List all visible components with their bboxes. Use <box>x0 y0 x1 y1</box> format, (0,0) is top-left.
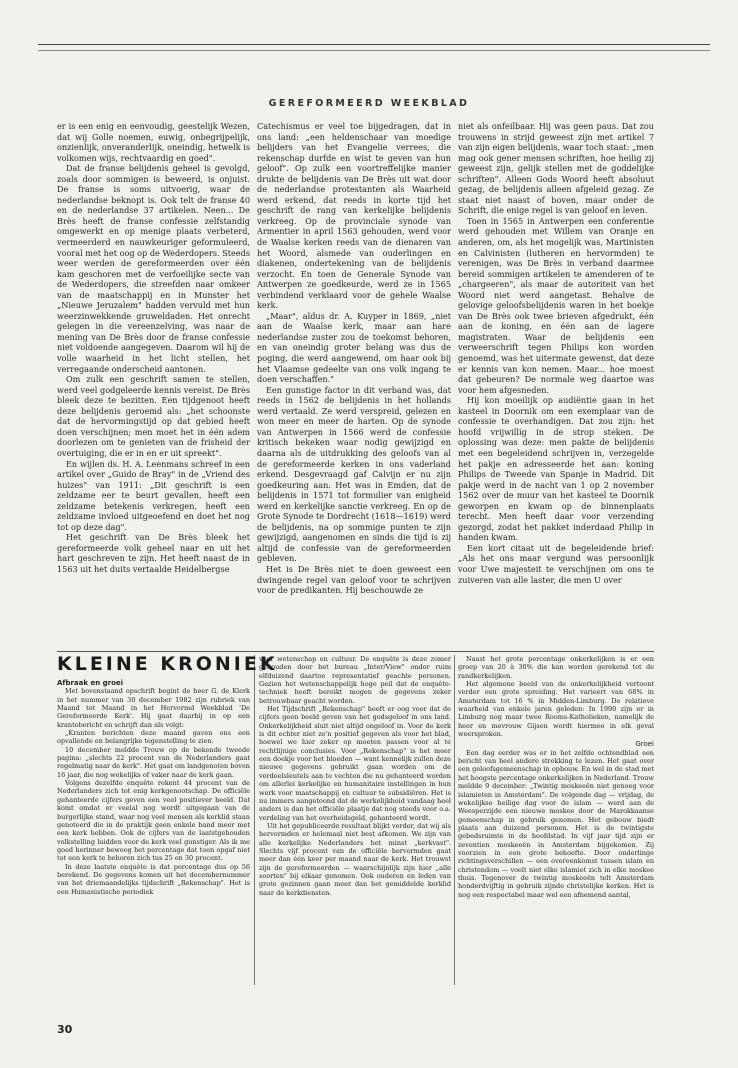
paragraph: Toen in 1565 in Antwerpen een conferentie werd gehouden met Willem van Oranje en anderen, om, als het mogelijk was, Martinisten en Calvinisten (lutheren en hervormden) te verenigen, was De Brès in verband daarmee bereid sommigen artikelen te amenderen of te „chargeeren", als maar de autoriteit van het Woord niet werd aangetast. Behalve de gelovige geloofsbelijdenis waren in het boekje van De Brès ook twee brieven afgedrukt, één aan de koning, en één aan de lagere magistraten. Waar de belijdenis een verweerschrift tegen Philips kon worden genoemd, was het uitermate gewenst, dat deze er kennis van kon nemen. Maar... hoe moest dat gebeuren? De normale weg daartoe was voor hem afgesneden. <box>458 215 654 395</box>
paragraph: Naast het grote percentage onkerkelijken is er een groep van 20 à 30% die kan worden gerekend tot de randkerkelijken. <box>458 655 654 680</box>
masthead: GEREFORMEERD WEEKBLAD <box>268 98 470 109</box>
article-column-3 <box>458 121 654 645</box>
paragraph: Catechismus er veel toe bijgedragen, dat in ons land: „een heldenschaar van moedige belijders van het Evangelie verrees, die rekenschap durfde en wist te geven van hun geloof". Op zulk een voortreffelijke manier drukte de belijdenis van De Brès uit wat door de nederlandse protestanten als Waarheid werd erkend, dat reeds in korte tijd het geschrift de rang van kerkelijke belijdenis verkreeg. Op de provinciale synode van Armentier in april 1563 gehouden, werd voor de Waalse kerken reeds van de dienaren van het Woord, alsmede van ouderlingen en diakenen, ondertekening van de belijdenis verzocht. En toen de Generale Synode van Antwerpen ze goedkeurde, werd ze in 1565 verbindend verklaard voor de gehele Waalse kerk. <box>257 121 451 311</box>
page-number: 30 <box>57 1023 73 1036</box>
paragraph: Uit het gepubliceerde resultaat blijkt verder, dat wij als hervormden er helemaal niet best afkomen. We zijn van alle kerkelijke Nederlanders het minst „kerkvast". Slechts vijf procent van de officiële hervormden gaat meer dan één keer per maand naar de kerk. Het trouwst zijn de gereformeerden — waarschijnlijk zijn hier „alle soorten" bij elkaar genomen. Ook ouderen en leden van grote gezinnen gaan meer dan het gemiddelde kerklid naar de kerkdiensten. <box>259 821 451 897</box>
kroniek-title: KLEINE KRONIEK <box>57 653 278 675</box>
paragraph: „Kranten berichten deze maand gaven ons een opvallende en belangrijke tegenstelling te zien. <box>57 729 250 746</box>
paragraph: Volgens dezelfde enquête rekent 44 procent van de Nederlanders zich tot enig kerkgenootschap. De officiële gehanteerde cijfers geven een veel positiever beeld. Dat komt omdat er veelal nog wordt uitgegaan van de burgerlijke stand, waar nog veel mensen als kerklid staan genoteerd die in de praktijk geen enkele band meer met een kerk hebben. Ook de cijfers van de laatstgehouden volkstelling luidden voor de kerk veel gunstiger. Als ik me goed herinner bewoog het percentage dat toen opgaf niet tot een kerk te behoren zich tus 25 en 30 procent. <box>57 779 250 863</box>
paragraph: er is een enig en eenvoudig, geestelijk Wezen, dat wij Golle noemen, euwig, onbegrijpelijk, onzienlijk, onveranderlijk, oneindig, hetwelk is volkomen wijs, rechtvaardig en goed". <box>57 121 250 163</box>
paragraph: En wijlen ds. H. A. Leenmans schreef in een artikel over „Guido de Bray" in de „Vriend des huizes" van 1911: „Dit geschrift is een zeldzame eer te beurt gevallen, heeft een zeldzame betekenis verkregen, heeft een zeldzame invloed uitgeoefend en doet het nog tot op deze dag". <box>57 458 250 532</box>
paragraph: Het is De Brès niet te doen geweest een dwingende regel van geloof voor te schrijven voor de predikanten. Hij beschouwde ze <box>257 563 451 596</box>
top-rule-thin <box>38 50 710 51</box>
paragraph: Dat de franse belijdenis geheel is gevolgd, zoals door sommigen is beweerd, is onjuist. De franse is soms uitvoerig, waar de nederlandse beknopt is. Ook telt de franse 40 en de nederlandse 37 artikelen. Neen... De Brès heeft de franse confessie zelfstandig omgewerkt en op menige plaats verbeterd, vermeerderd en nauwkeuriger geformuleerd, vooral met het oog op de Wederdopers. Steeds weer werden de gereformeerden over één kam geschoren met de verfoeilijke secte van de Wederdopers, die streefden naar omkeer van de maatschappij en in Munster het „Nieuwe Jeruzalem" hadden vervuld met hun weerzinwekkende gruweldaden. Het onrecht gelegen in die vereenzelving, was naar de mening van De Brès door de franse confessie niet voldoende aangegeven. Daarom wil hij de volle waarheid in het licht stellen, het verregaande onderscheid aantonen. <box>57 163 250 374</box>
paragraph: „Maar", aldus dr. A. Kuyper in 1869, „niet aan de Waalse kerk, maar aan hare nederlandse zuster zou de toekomst behoren, en van oneindig groter belang was dus de poging, die werd aangewend, om haar ook bij het Vlaamse gedeelte van ons volk ingang te doen verschaffen." <box>257 310 451 385</box>
paragraph: Het geschrift van De Brès bleek het gereformeerde volk geheel naar en uit het hart geschreven te zijn. Het heeft naast de in 1563 uit het duits vertaalde Heidelbergse <box>57 532 250 574</box>
kroniek-column-3 <box>458 655 654 985</box>
top-rule <box>38 44 710 45</box>
column-divider <box>454 655 455 985</box>
paragraph: Hij kon moeilijk op audiëntie gaan in het kasteel in Doornik om een exemplaar van de confessie te overhandigen. Dat zou zijn: het hoofd vrijwillig in de strop steken. De oplossing was deze: men pakte de belijdenis met een begeleidend schrijven in, verzegelde het pakje en adresseerde het aan: koning Philips de Tweede van Spanje in Madrid. Dit pakje werd in de nacht van 1 op 2 november 1562 over de muur van het kasteel te Doornik geworpen en kwam op de binnenplaats terecht. Men heeft daar voor verzending gezorgd, zodat het pakket inderdaad Philip in handen kwam. <box>458 395 654 543</box>
kroniek-subtitle: Afbraak en groei <box>57 679 124 687</box>
paragraph: Een dag eerder was er in het zelfde ochtendblad een bericht van heel andere strekking te lezen. Het gaat over een geloofsgemeenschap in opbouw. En wel in de stad met het hoogste percentage onkerkelijken in Nederland. Trouw meldde 9 december: „Twintig moskeeën niet genoeg voor islamieten in Amsterdam". De volgende dag — vrijdag, de wekelijkse heilige dag voor de islam — werd aan de Weesperzijde een nieuwe moskee door de Marokkaanse gemeenschap in gebruik genomen. Het gebouw biedt plaats aan duizend personen. Het is de twintigste gebedsruimte in de hoofdstad. In vijf jaar tijd zijn er zeventien moskeeën in Amsterdam bijgekomen. Zij voorzien in een grote behoefte. Door onderlinge richtingsverschillen — een overeenkomst tussen islam en christendom — voelt niet elke islamiet zich in elke moskee thuis. Tegenover de twintig moskeeën telt Amsterdam honderdvijftig in gebruik zijnde christelijke kerken. Het is nog een respectabel maar wel een afnemend aantal, <box>458 748 654 899</box>
paragraph: voor wetenschap en cultuur. De enquête is deze zomer gehouden door het bureau „Inter/View" onder ruim elfduizend daartoe representatief geachte personen. Gezien het wetenschappelijk hoge peil dat de enquête-techniek heeft bereikt mogen de gegevens zeker betrouwbaar geacht worden. <box>259 655 451 705</box>
paragraph: Om zulk een geschrift samen te stellen, werd veel godgeleerde kennis vereist. De Brès bleek deze te bezitten. Een tijdgenoot heeft deze belijdenis geroemd als: „het schoonste dat de hervormingstijd op dat gebied heeft doen verschijnen; men moet het in één adem doorlezen om te genieten van de frisheid der overtuiging, die er in en er uit spreekt". <box>57 374 250 458</box>
paragraph: Een kort citaat uit de begeleidende brief: „Als het ons maar vergund was persoonlijk voor Uwe majesteit te verschijnen om ons te zuiveren van alle laster, die men U over <box>458 542 654 585</box>
groei-heading: Groei <box>635 740 654 749</box>
kroniek-column-1 <box>57 678 250 968</box>
paragraph: Het algemene beeld van de onkerkelijkheid vertoont verder een grote spreiding. Het varieert van 68% in Amsterdam tot 16 % in Midden-Limburg. De relatieve waarheid van enkele jaren geleden: In 1990 zijn er in Limburg nog maar twee Rooms-Katholieken, namelijk de heer en mevrouw Gijsen wordt hiermee in elk geval weersproken. <box>458 680 654 739</box>
paragraph: 10 december meldde Trouw op de bekende tweede pagina: „slechts 22 procent van de Nederlanders gaat regelmatig naar de kerk". Het gaat om landgenoten boven 16 jaar, die nog wekelijks of vaker naar de kerk gaan. <box>57 745 250 779</box>
article-column-2 <box>257 121 451 645</box>
paragraph: niet als onfeilbaar. Hij was geen paus. Dat zou trouwens in strijd geweest zijn met artikel 7 van zijn eigen belijdenis, waar toch staat: „men mag ook gener mensen schriften, hoe heilig zij geweest zijn, gelijk stellen met de goddelijke schriften". Alleen Gods Woord heeft absoluut gezag, de belijdenis alleen afgeleid gezag. Ze staat niet naast of boven, maar onder de Schrift, die enige regel is van geloof en leven. <box>458 121 654 216</box>
article-column-1 <box>57 121 250 645</box>
paragraph: Met bovenstaand opschrift begint de heer G. de Klerk in het nummer van 30 december 1982 zijn rubriek van Maand tot Maand in het Hervormd Weekblad 'De Gereformeerde Kerk'. Hij gaat daarbij in op een krantebericht en schrijft dan als volgt: <box>57 687 250 729</box>
paragraph: Een gunstige factor in dit verband was, dat reeds in 1562 de belijdenis in het hollands werd vertaald. Ze werd verspreid, gelezen en won meer en meer de harten. Op de synode van Antwerpen in 1566 werd de confessie kritisch bekeken waar nodig gewijzigd en daarna als de uitdrukking des geloofs van al de gereformeerde kerken in ons vaderland erkend. Desgevraagd gaf Calvijn er nu zijn goedkeuring aan. Het was in Emden, dat de belijdenis in 1571 tot formulier van enigheid werd en kerkelijke sanctie verkreeg. En op de Grote Synode te Dordrecht (1618—1619) werd de belijdenis, na op sommige punten te zijn gewijzigd, aangenomen en sinds die tijd is zij altijd de confessie van de gereformeerden gebleven. <box>257 384 451 564</box>
paragraph: Het Tijdschrift „Rekenschap" heeft er oog voor dat de cijfers geen beeld geven van het godsgeloof in ons land. Onkerkelijkheid sluit niet altijd ongeloof in. Voor de kerk is dit echter niet zo'n positief gegeven als voor het blad, hoewel we hier zeker op moeten passen voor al te rechtlijnige conclusies. Voor „Rekenschap" is het meer een doekje voor het bloeden — want kennelijk zullen deze nieuwe gegevens gebruikt gaan worden om de verdeelsleutels aan te vechten die nu gehanteerd worden om allerlei kerkelijke en humanitaire instellingen in hun werk voor maatschappij en cultuur te subsidiëren. Het is nu immers aangetoond dat de werkelijkheid vandaag heel anders is dan het officiële plaatje dat nog steeds voor o.a. verdeling van het overheidsgeld, gehanteerd wordt. <box>259 705 451 822</box>
paragraph: In deze laatste enquête is dat percentage dus op 56 berekend. De gegevens komen uit het decembernummer van het driemaandelijks tijdschrift „Rekenschap". Het is een Humanistische periodiek <box>57 862 250 896</box>
kroniek-column-2 <box>259 655 451 985</box>
column-divider <box>254 655 255 985</box>
